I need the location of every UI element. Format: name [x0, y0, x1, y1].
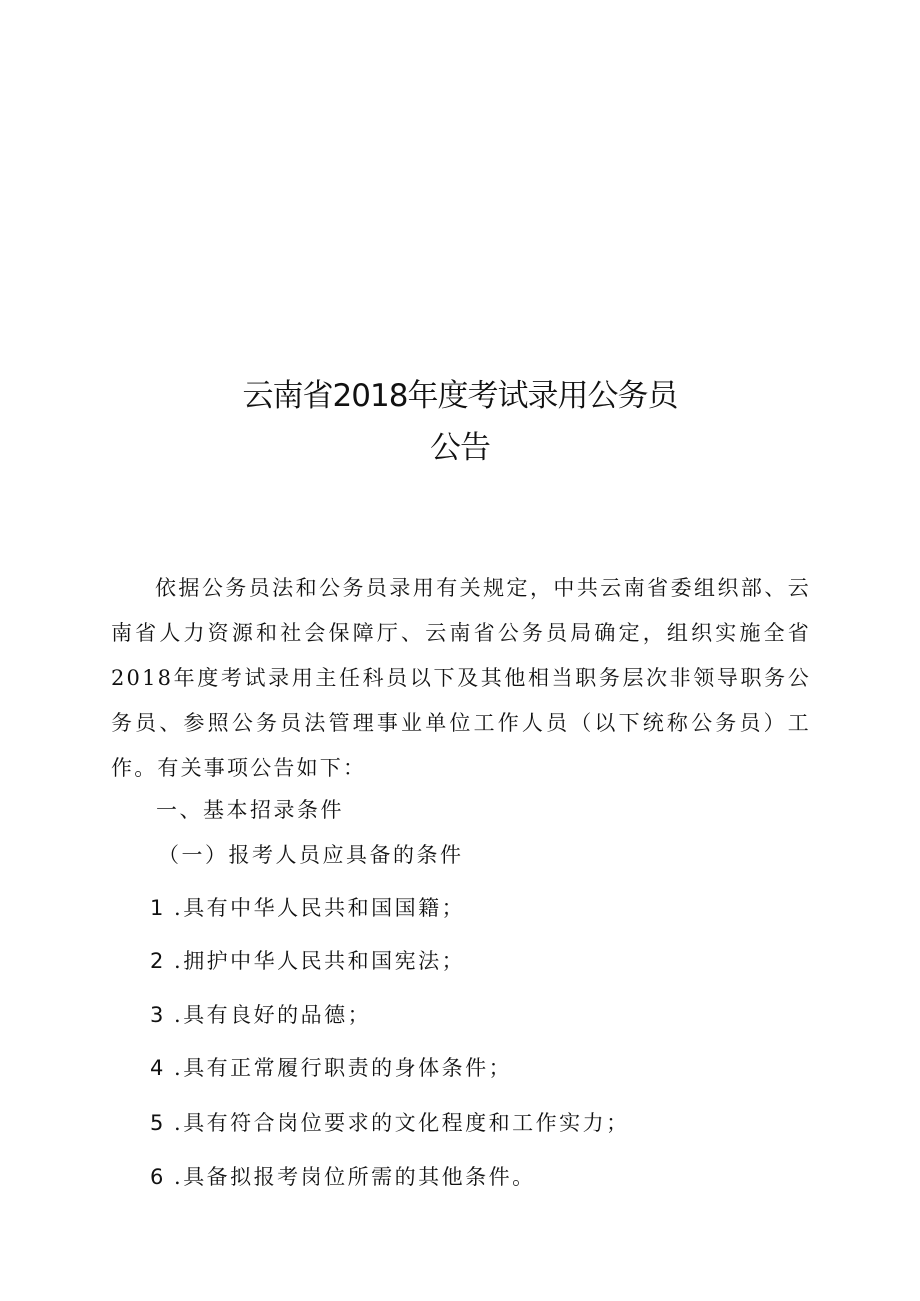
- condition-item: 1 .具有中华人民共和国国籍；: [150, 893, 465, 923]
- condition-number: 4: [150, 1056, 166, 1080]
- subsection-heading: （一）报考人员应具备的条件: [158, 843, 464, 867]
- condition-number: 1: [150, 896, 166, 920]
- condition-number: 5: [150, 1111, 166, 1135]
- condition-item: 3 .具有良好的品德；: [150, 1000, 371, 1030]
- condition-item: 6 .具备拟报考岗位所需的其他条件。: [150, 1162, 536, 1192]
- document-title-subline: 公告: [430, 430, 490, 466]
- condition-number: 2: [150, 949, 166, 973]
- condition-text: 具有中华人民共和国国籍；: [183, 896, 466, 920]
- condition-text: 拥护中华人民共和国宪法；: [183, 949, 466, 973]
- condition-text: 具有符合岗位要求的文化程度和工作实力；: [183, 1111, 630, 1135]
- condition-item: 2 .拥护中华人民共和国宪法；: [150, 946, 465, 976]
- condition-text: 具有正常履行职责的身体条件；: [183, 1056, 513, 1080]
- condition-text: 具备拟报考岗位所需的其他条件。: [183, 1165, 536, 1189]
- intro-paragraph: 依据公务员法和公务员录用有关规定，中共云南省委组织部、云南省人力资源和社会保障厅、云南省公务员局确定，组织实施全省2018年度考试录用主任科员以下及其他相当职务层次非领导职务公务员、参照公务员法管理事业单位工作人员（以下统称公务员）工作。有关事项公告如下：: [111, 576, 811, 780]
- condition-number: 6: [150, 1165, 166, 1189]
- condition-item: 5 .具有符合岗位要求的文化程度和工作实力；: [150, 1108, 630, 1138]
- document-title: 云南省2018年度考试录用公务员: [242, 378, 678, 414]
- section-heading: 一、基本招录条件: [156, 798, 344, 822]
- condition-text: 具有良好的品德；: [183, 1003, 372, 1027]
- condition-item: 4 .具有正常履行职责的身体条件；: [150, 1053, 512, 1083]
- condition-number: 3: [150, 1003, 166, 1027]
